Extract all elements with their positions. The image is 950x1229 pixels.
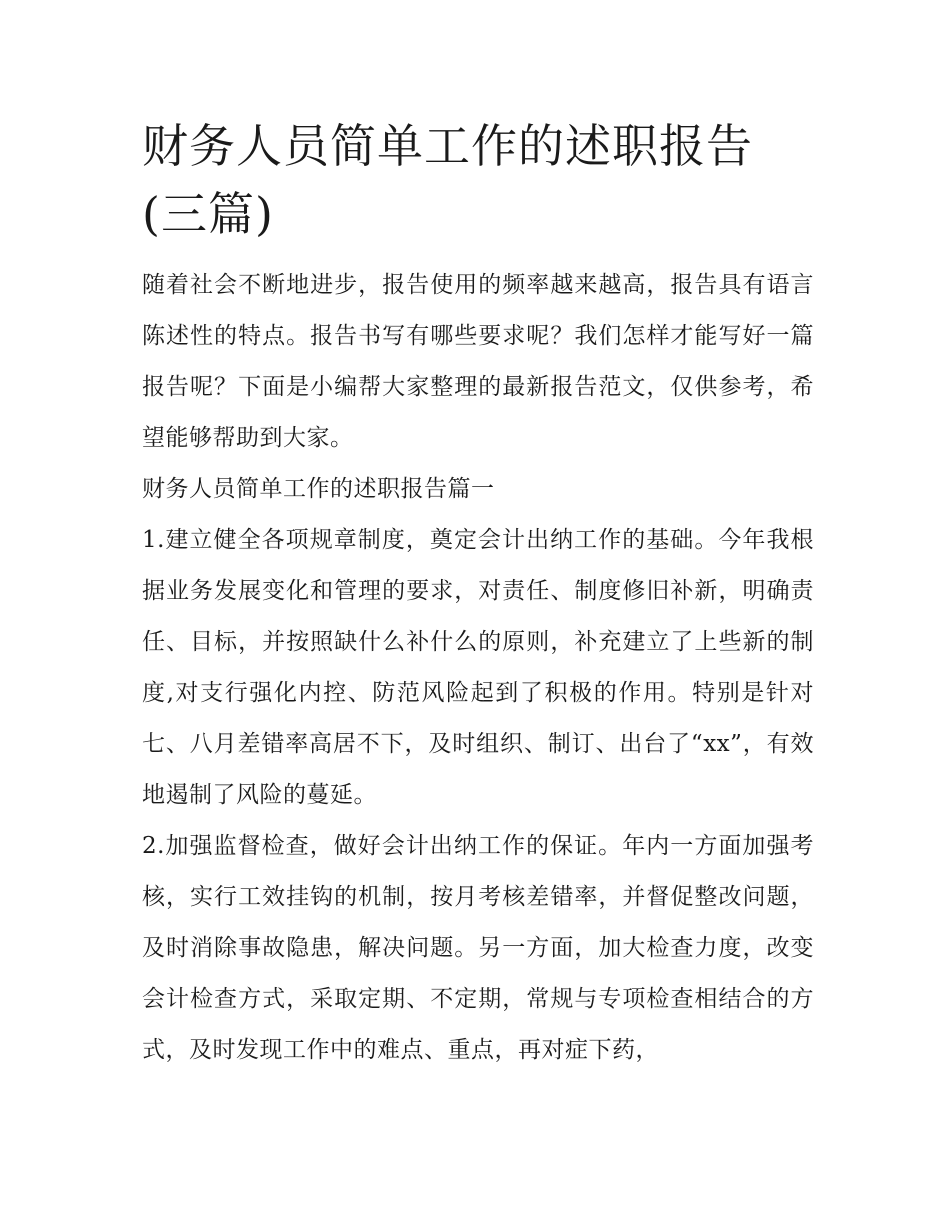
document-title (142, 112, 814, 248)
document-body (142, 112, 814, 1076)
section-heading: 财务人员简单工作的述职报告篇一 (142, 476, 495, 502)
list-item-1: 1.建立健全各项规章制度，奠定会计出纳工作的基础。今年我根据业务发展变化和管理的要求，对责任、制度修旧补新，明确责任、目标，并按照缺什么补什么的原则，补充建立了上些新的制度,对支行强化内控、防范风险起到了积极的作用。特别是针对七、八月差错率高居不下，及时组织、制订、出台了“xx”，有效地遏制了风险的蔓延。 (142, 527, 814, 808)
intro-paragraph: 随着社会不断地进步，报告使用的频率越来越高，报告具有语言陈述性的特点。报告书写有哪些要求呢？我们怎样才能写好一篇报告呢？下面是小编帮大家整理的最新报告范文，仅供参考，希望能够帮助到大家。 (142, 272, 814, 451)
title-line-1: 财务人员简单工作的述职报告 (142, 119, 753, 173)
title-line-2: (三篇) (142, 187, 274, 241)
list-item-2: 2.加强监督检查，做好会计出纳工作的保证。年内一方面加强考核，实行工效挂钩的机制，按月考核差错率，并督促整改问题，及时消除事故隐患，解决问题。另一方面，加大检查力度，改变会计检查方式，采取定期、不定期，常规与专项检查相结合的方式，及时发现工作中的难点、重点，再对症下药， (142, 833, 814, 1063)
